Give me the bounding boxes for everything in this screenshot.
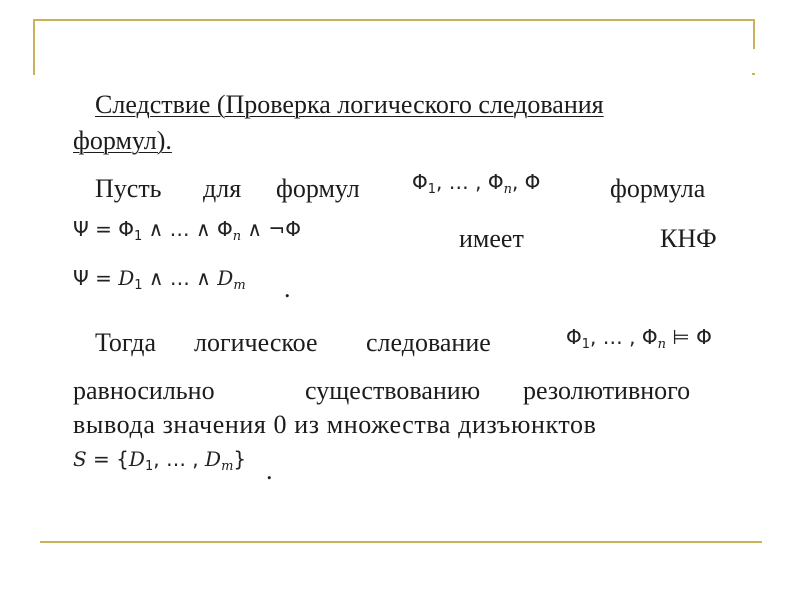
period-after-set: . [266,456,273,485]
word-sledovanie: следование [366,328,491,357]
line-vyvoda-znacheniya: вывода значения 0 из множества дизъюнктов [73,410,597,439]
word-formul: формул [276,174,360,203]
word-pust: Пусть [95,174,162,203]
word-rezolyutivnogo: резолютивного [523,376,691,405]
formula-set-s: $S = \{D_1$, … , $D_m$} [73,447,247,474]
frame-right-dot [752,73,755,75]
word-imeet: имеет [459,224,524,253]
word-ravnosilno: равносильно [73,376,215,405]
heading-line-2: формул). [73,126,172,155]
period-after-cnf: . [284,274,291,303]
formula-psi-definition: $\Psi = \Phi_1$ ∧ … ∧ $\Phi_n$ ∧ ¬Φ [73,217,301,244]
formula-entailment: $\Phi_1$, … , $\Phi_n$ ⊨ Φ [566,325,712,352]
word-togda: Тогда [95,328,157,357]
word-knf: КНФ [660,224,717,253]
word-dlya: для [203,174,242,203]
heading-line-1: Следствие (Проверка логического следования [95,90,604,119]
formula-phi-list: $\Phi_1$, … , $\Phi_n$, Φ [412,170,541,197]
word-logicheskoe: логическое [194,328,318,357]
frame-left-line [33,19,35,75]
frame-top-line [33,19,755,21]
frame-bottom-line [40,541,762,543]
frame-right-line [753,19,755,49]
word-sushchestvovaniyu: существованию [305,376,481,405]
word-formula: формула [610,174,706,203]
formula-psi-cnf: $\Psi = D_1$ ∧ … ∧ $D_m$ [73,266,246,293]
